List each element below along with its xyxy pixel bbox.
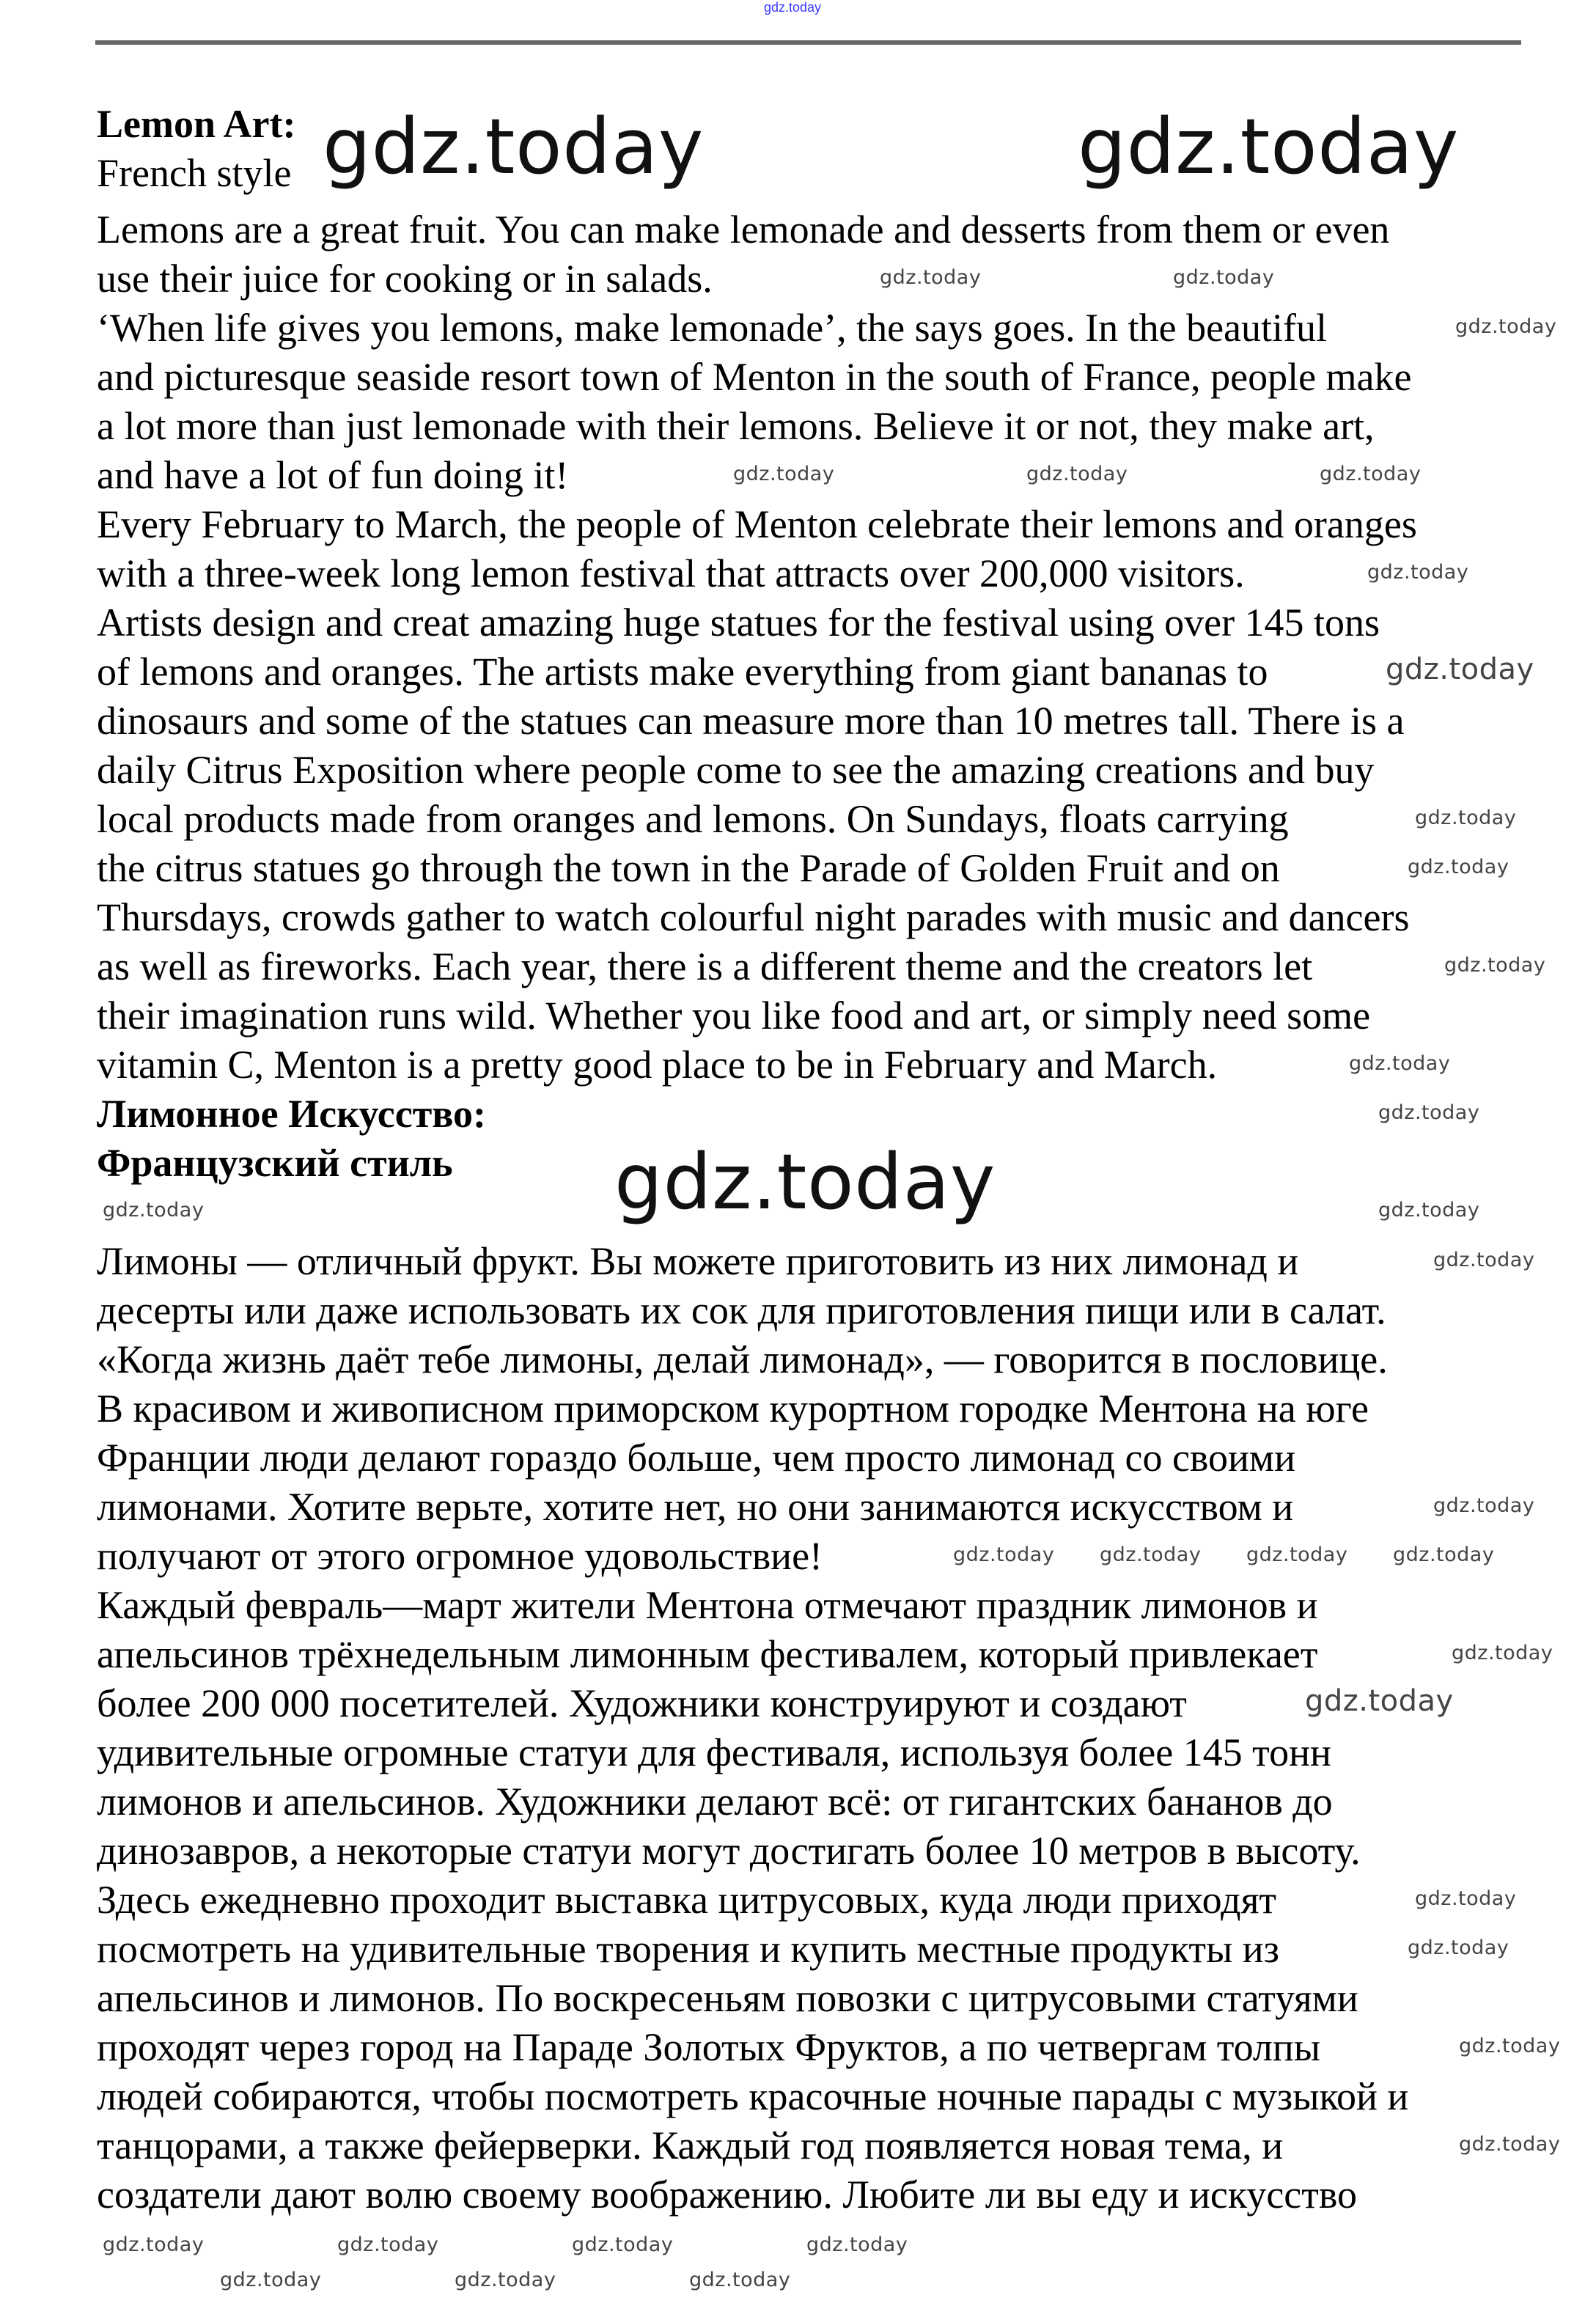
text-line: более 200 000 посетителей. Художники конструируют и создают	[97, 1681, 1187, 1725]
watermark: gdz.today	[1415, 807, 1517, 829]
text-line: людей собираются, чтобы посмотреть красочные ночные парады с музыкой и	[97, 2074, 1409, 2118]
text-line: Каждый февраль—март жители Ментона отмечают праздник лимонов и	[97, 1583, 1318, 1627]
russian-text	[97, 1237, 1417, 2219]
text-line: Every February to March, the people of Menton celebrate their lemons and oranges	[97, 502, 1417, 546]
watermark: gdz.today	[1459, 2035, 1561, 2057]
watermark: gdz.today	[1367, 561, 1469, 584]
text-line: получают от этого огромное удовольствие!	[97, 1534, 823, 1578]
header-divider	[95, 40, 1521, 45]
text-line: проходят через город на Параде Золотых Фруктов, а по четвергам толпы	[97, 2025, 1321, 2069]
text-line: dinosaurs and some of the statues can measure more than 10 metres tall. There is a	[97, 699, 1405, 743]
watermark: gdz.today	[614, 1137, 996, 1227]
watermark: gdz.today	[1393, 1543, 1495, 1566]
watermark: gdz.today	[1433, 1494, 1535, 1517]
watermark: gdz.today	[806, 2233, 908, 2256]
text-line: удивительные огромные статуи для фестиваля, используя более 145 тонн	[97, 1730, 1331, 1774]
text-line: Франции люди делают гораздо больше, чем просто лимонад со своими	[97, 1436, 1296, 1480]
text-line: «Когда жизнь даёт тебе лимоны, делай лимонад», — говорится в пословице.	[97, 1337, 1388, 1381]
watermark: gdz.today	[880, 266, 982, 289]
text-line: лимонов и апельсинов. Художники делают всё: от гигантских бананов до	[97, 1780, 1333, 1824]
text-line: Здесь ежедневно проходит выставка цитрусовых, куда люди приходят	[97, 1878, 1277, 1922]
watermark: gdz.today	[103, 1199, 205, 1222]
watermark: gdz.today	[220, 2269, 322, 2291]
watermark: gdz.today	[1173, 266, 1275, 289]
watermark: gdz.today	[1378, 1101, 1480, 1124]
english-subtitle: French style	[97, 151, 292, 195]
watermark: gdz.today	[1452, 1642, 1553, 1664]
text-line: use their juice for cooking or in salads.	[97, 257, 713, 301]
english-text	[97, 205, 1417, 1090]
text-line: лимонами. Хотите верьте, хотите нет, но они занимаются искусством и	[97, 1485, 1294, 1529]
text-line: Лимоны — отличный фрукт. Вы можете приготовить из них лимонад и	[97, 1239, 1299, 1283]
watermark: gdz.today	[1459, 2133, 1561, 2156]
text-line: апельсинов и лимонов. По воскресеньям повозки с цитрусовыми статуями	[97, 1976, 1358, 2020]
text-line: their imagination runs wild. Whether you like food and art, or simply need some	[97, 994, 1371, 1038]
text-line: апельсинов трёхнедельным лимонным фестивалем, который привлекает	[97, 1632, 1318, 1676]
watermark: gdz.today	[323, 102, 704, 191]
text-line: local products made from oranges and lemons. On Sundays, floats carrying	[97, 797, 1289, 841]
text-line: with a three-week long lemon festival that attracts over 200,000 visitors.	[97, 551, 1245, 595]
text-line: В красивом и живописном приморском курортном городке Ментона на юге	[97, 1387, 1369, 1431]
watermark: gdz.today	[953, 1543, 1055, 1566]
watermark: gdz.today	[689, 2269, 791, 2291]
watermark: gdz.today	[1415, 1887, 1517, 1910]
watermark: gdz.today	[1349, 1052, 1451, 1075]
russian-title: Лимонное Искусство:	[97, 1092, 487, 1136]
text-line: a lot more than just lemonade with their lemons. Believe it or not, they make art,	[97, 404, 1375, 448]
english-title: Lemon Art:	[97, 102, 296, 146]
watermark: gdz.today	[572, 2233, 674, 2256]
watermark: gdz.today	[1078, 102, 1459, 191]
text-line: daily Citrus Exposition where people come to see the amazing creations and buy	[97, 748, 1375, 792]
text-line: Thursdays, crowds gather to watch colourful night parades with music and dancers	[97, 895, 1410, 939]
watermark: gdz.today	[1305, 1684, 1454, 1718]
watermark: gdz.today	[1100, 1543, 1202, 1566]
text-line: of lemons and oranges. The artists make everything from giant bananas to	[97, 650, 1268, 694]
watermark: gdz.today	[455, 2269, 556, 2291]
text-line: динозавров, а некоторые статуи могут достигать более 10 метров в высоту.	[97, 1829, 1361, 1873]
text-line: ‘When life gives you lemons, make lemonade’, the says goes. In the beautiful	[97, 306, 1328, 350]
watermark: gdz.today	[1320, 463, 1422, 485]
watermark: gdz.today	[1408, 856, 1509, 878]
text-line: посмотреть на удивительные творения и купить местные продукты из	[97, 1927, 1280, 1971]
watermark: gdz.today	[1026, 463, 1128, 485]
watermark: gdz.today	[1444, 954, 1546, 977]
text-line: vitamin C, Menton is a pretty good place to be in February and March.	[97, 1043, 1218, 1087]
text-line: and have a lot of fun doing it!	[97, 453, 569, 497]
watermark: gdz.today	[1378, 1199, 1480, 1222]
header-watermark: gdz.today	[764, 0, 822, 15]
text-line: десерты или даже использовать их сок для приготовления пищи или в салат.	[97, 1288, 1386, 1332]
watermark: gdz.today	[337, 2233, 439, 2256]
watermark: gdz.today	[1455, 315, 1557, 338]
watermark: gdz.today	[103, 2233, 205, 2256]
text-line: and picturesque seaside resort town of Menton in the south of France, people make	[97, 355, 1412, 399]
text-line: as well as fireworks. Each year, there is a different theme and the creators let	[97, 944, 1313, 988]
text-line: Artists design and creat amazing huge statues for the festival using over 145 tons	[97, 601, 1380, 645]
text-line: танцорами, а также фейерверки. Каждый год появляется новая тема, и	[97, 2123, 1284, 2167]
russian-subtitle: Французский стиль	[97, 1141, 453, 1185]
watermark: gdz.today	[1433, 1249, 1535, 1271]
watermark: gdz.today	[1408, 1936, 1509, 1959]
text-line: the citrus statues go through the town in the Parade of Golden Fruit and on	[97, 846, 1280, 890]
text-line: Lemons are a great fruit. You can make lemonade and desserts from them or even	[97, 208, 1390, 251]
watermark: gdz.today	[733, 463, 835, 485]
text-line: создатели дают волю своему воображению. Любите ли вы еду и искусство	[97, 2173, 1357, 2217]
watermark: gdz.today	[1246, 1543, 1348, 1566]
watermark: gdz.today	[1386, 653, 1534, 686]
